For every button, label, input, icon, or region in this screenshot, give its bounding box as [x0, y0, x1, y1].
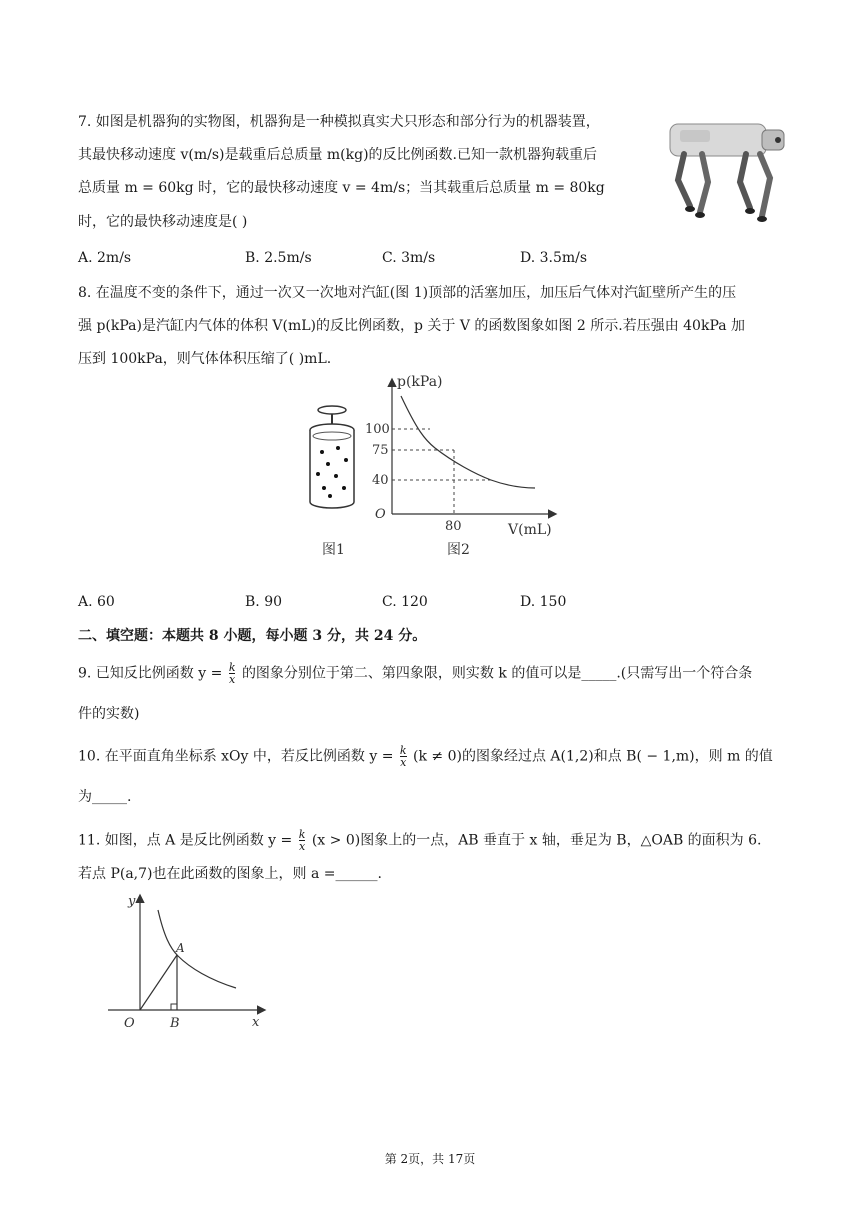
- q9-line-1: [78, 662, 752, 685]
- q10-frac-num: k: [399, 744, 407, 757]
- q9-line-2: 件的实数): [78, 706, 140, 722]
- q11-line-2: 若点 P(a,7)也在此函数的图象上，则 a =______.: [78, 866, 382, 882]
- q8-ytick-75: 75: [372, 443, 389, 458]
- q8-line-1: 8. 在温度不变的条件下，通过一次又一次地对汽缸(图 1)顶部的活塞加压，加压后气体对汽缸壁所产生的压: [78, 285, 737, 301]
- q8-option-b: B. 90: [245, 594, 283, 610]
- q7-option-a: A. 2m/s: [78, 250, 132, 266]
- q11-y-label: y: [128, 894, 136, 909]
- q8-ylabel: p(kPa): [397, 374, 443, 390]
- q7-line-1: 7. 如图是机器狗的实物图，机器狗是一种模拟真实犬只形态和部分行为的机器装置，: [78, 114, 600, 130]
- q7-line-3: 总质量 m = 60kg 时，它的最快移动速度 v = 4m/s；当其载重后总质量 m = 80kg: [78, 180, 605, 196]
- q8-fig2-caption: 图2: [447, 542, 470, 558]
- q8-ytick-40: 40: [372, 473, 389, 488]
- q9-fraction: [229, 662, 236, 685]
- q11-line-1: [78, 829, 761, 852]
- q9-frac-den: x: [229, 673, 236, 686]
- q8-line-3: 压到 100kPa，则气体体积压缩了( )mL.: [78, 351, 332, 367]
- q8-origin: O: [375, 507, 386, 522]
- q9-text-b: 的图象分别位于第二、第四象限，则实数 k 的值可以是_____.(只需写出一个符合条: [241, 665, 753, 682]
- q10-line-1: [78, 745, 773, 768]
- q10-line-2: 为_____.: [78, 789, 132, 805]
- q8-line-2: 强 p(kPa)是汽缸内气体的体积 V(mL)的反比例函数，p 关于 V 的函数图象如图 2 所示.若压强由 40kPa 加: [78, 318, 746, 334]
- q11-text-b: (x > 0)图象上的一点，AB 垂直于 x 轴，垂足为 B，△OAB 的面积为 6.: [311, 832, 762, 849]
- q11-point-b-label: B: [170, 1016, 180, 1031]
- q11-text-a: 11. 如图，点 A 是反比例函数 y =: [78, 832, 293, 849]
- q8-figure-2-graph: [365, 370, 565, 562]
- q8-option-d: D. 150: [520, 594, 567, 610]
- q8-option-c: C. 120: [382, 594, 428, 610]
- q8-option-a: A. 60: [78, 594, 115, 610]
- q7-line-2: 其最快移动速度 v(m/s)是载重后总质量 m(kg)的反比例函数.已知一款机器狗载重后: [78, 147, 598, 163]
- q11-origin-label: O: [124, 1016, 135, 1031]
- q8-figure-1-cylinder: [300, 400, 370, 562]
- section-heading: 二、填空题：本题共 8 小题，每小题 3 分，共 24 分。: [78, 628, 427, 644]
- q7-option-b: B. 2.5m/s: [245, 250, 312, 266]
- q8-xlabel: V(mL): [508, 522, 552, 538]
- q11-figure: [100, 888, 280, 1038]
- q10-text-a: 10. 在平面直角坐标系 xOy 中，若反比例函数 y =: [78, 748, 394, 765]
- q11-point-a-label: A: [176, 941, 185, 955]
- q9-frac-num: k: [228, 661, 236, 674]
- q7-option-c: C. 3m/s: [382, 250, 436, 266]
- page-footer: 第 2页，共 17页: [384, 1152, 476, 1166]
- q10-text-b: (k ≠ 0)的图象经过点 A(1,2)和点 B( − 1,m)，则 m 的值: [413, 748, 773, 765]
- q11-frac-den: x: [298, 840, 306, 853]
- q7-option-d: D. 3.5m/s: [520, 250, 588, 266]
- q11-fraction: [299, 829, 306, 852]
- q10-frac-den: x: [400, 756, 407, 769]
- q8-ytick-100: 100: [365, 422, 390, 437]
- q11-x-label: x: [252, 1015, 260, 1030]
- robot-dog-image: [650, 108, 790, 228]
- q7-line-4: 时，它的最快移动速度是( ): [78, 214, 248, 230]
- q9-text-a: 9. 已知反比例函数 y =: [78, 665, 223, 682]
- q11-frac-num: k: [298, 828, 306, 841]
- q8-fig1-caption: 图1: [322, 542, 345, 558]
- q8-xtick-80: 80: [445, 519, 462, 534]
- q10-fraction: [400, 745, 407, 768]
